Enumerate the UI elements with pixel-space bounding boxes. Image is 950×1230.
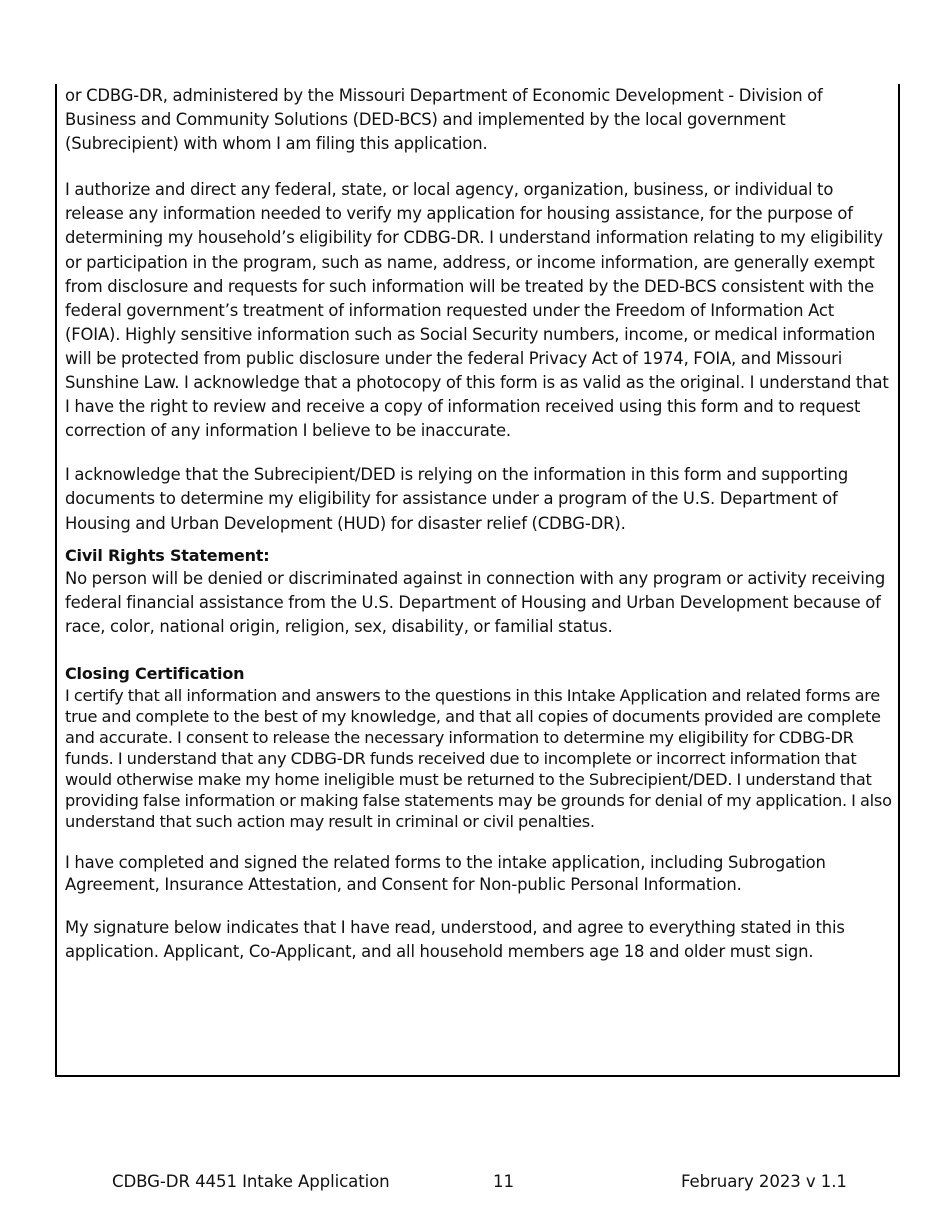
paragraph-signature-instructions: My signature below indicates that I have read, understood, and agree to everything stated in this application. Applicant, Co-Applicant, and all household members age 18 and older must sign. [65, 917, 845, 961]
closing-certification-text: I certify that all information and answers to the questions in this Intake Application and related forms are true and complete to the best of my knowledge, and that all copies of documents provided are complete and accurate. I consent to release the necessary information to determine my eligibility for CDBG-DR funds. I understand that any CDBG-DR funds received due to incomplete or incorrect information that would otherwise make my home ineligible must be returned to the Subrecipient/DED. I understand that providing false information or making false statements may be grounds for denial of my application. I also understand that such action may result in criminal or civil penalties. [65, 685, 892, 831]
civil-rights-heading: Civil Rights Statement: [65, 545, 270, 565]
footer-version-date: February 2023 v 1.1 [681, 1172, 847, 1191]
paragraph-related-forms: I have completed and signed the related forms to the intake application, including Subrogation Agreement, Insurance Attestation, and Consent for Non-public Personal Information. [65, 852, 826, 894]
footer-document-title: CDBG-DR 4451 Intake Application [112, 1172, 390, 1191]
paragraph-program-administration: or CDBG-DR, administered by the Missouri Department of Economic Development - Division of Business and Community Solutions (DED-BCS) and implemented by the local government (Subrecipient) with whom I am filing this application. [65, 86, 823, 154]
footer-page-number: 11 [493, 1172, 514, 1191]
paragraph-reliance-acknowledgement: I acknowledge that the Subrecipient/DED is relying on the information in this form and supporting documents to determine my eligibility for assistance under a program of the U.S. Department of Housing and Urban Development (HUD) for disaster relief (CDBG-DR). [65, 465, 849, 533]
page-footer [0, 1170, 950, 1194]
civil-rights-statement: No person will be denied or discriminated against in connection with any program or activity receiving federal financial assistance from the U.S. Department of Housing and Urban Development because of race, color, national origin, religion, sex, disability, or familial status. [65, 568, 886, 636]
closing-certification-heading: Closing Certification [65, 663, 245, 683]
document-body [65, 84, 893, 964]
paragraph-information-release-authorization: I authorize and direct any federal, state, or local agency, organization, business, or individual to release any information needed to verify my application for housing assistance, for the purpose of determining my household’s eligibility for CDBG-DR. I understand information relating to my eligibility or participation in the program, such as name, address, or income information, are generally exempt from disclosure and requests for such information will be treated by the DED-BCS consistent with the federal government’s treatment of information requested under the Freedom of Information Act (FOIA). Highly sensitive information such as Social Security numbers, income, or medical information will be protected from public disclosure under the federal Privacy Act of 1974, FOIA, and Missouri Sunshine Law. I acknowledge that a photocopy of this form is as valid as the original. I understand that I have the right to review and receive a copy of information received using this form and to request correction of any information I believe to be inaccurate. [65, 180, 889, 441]
